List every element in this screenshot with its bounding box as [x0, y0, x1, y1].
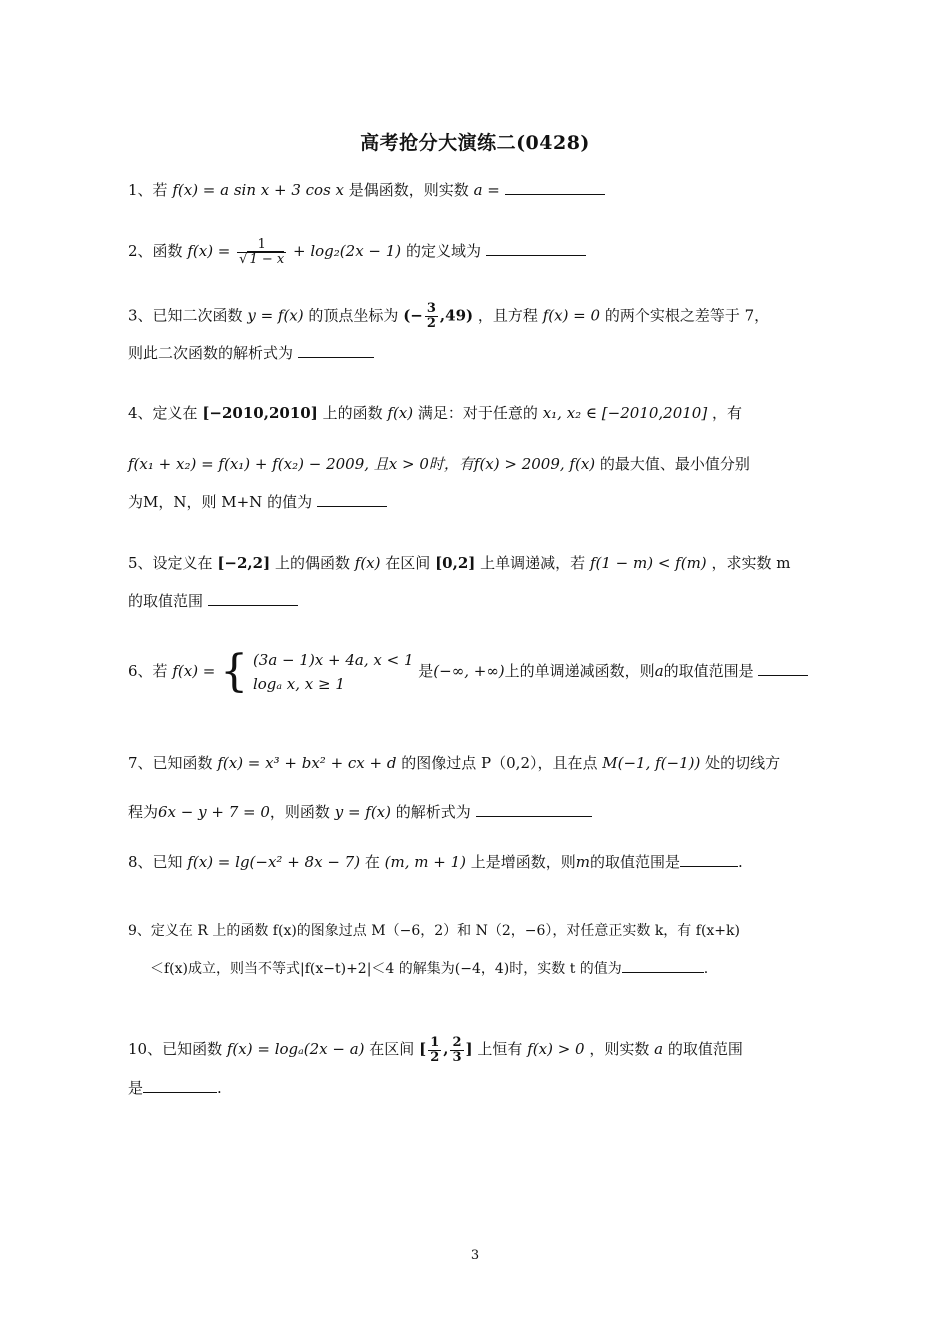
problem-4-variables: x₁, x₂ ∈ [−2010,2010]	[542, 404, 708, 422]
fraction-numerator: 2	[452, 1034, 462, 1050]
problem-7-text: 的解析式为	[395, 803, 471, 821]
problem-9	[128, 920, 828, 942]
fraction-denominator: 2	[426, 316, 436, 331]
problem-7-expression: f(x) = x³ + bx² + cx + d	[217, 754, 397, 772]
page-title: 高考抢分大演练二(0428)	[360, 132, 590, 154]
problem-7-text: 程为	[128, 803, 159, 821]
problem-5-number: 5、设定义在	[128, 554, 213, 572]
answer-blank[interactable]	[758, 661, 808, 676]
answer-blank[interactable]	[505, 180, 605, 195]
problem-1-number: 1、若	[128, 181, 168, 199]
problem-5-interval: [−2,2]	[217, 554, 271, 572]
problem-3-text: 的顶点坐标为	[308, 306, 399, 325]
problem-8-expression: f(x) = lg(−x² + 8x − 7)	[187, 853, 361, 871]
period: .	[217, 1079, 222, 1097]
answer-blank[interactable]	[298, 343, 374, 358]
problem-9-text: 9、定义在 R 上的函数 f(x)的图象过点 M（−6，2）和 N（2，−6），对任意正实数 k，有 f(x+k)	[128, 923, 740, 939]
problem-6-text: 上的单调递减函数，则	[504, 662, 655, 680]
problem-2-log-term: + log₂(2x − 1)	[293, 242, 402, 260]
problem-10-expression: f(x) = logₐ(2x − a)	[226, 1040, 365, 1058]
problem-9-text: ＜f(x)成立，则当不等式|f(x−t)+2|＜4 的解集为(−4，4)时，实数 t 的值为	[150, 961, 622, 977]
problem-4-text: 为M，N，则 M+N 的值为	[128, 493, 313, 511]
problem-5-text: 上的偶函数	[274, 554, 350, 572]
problem-3-text: 则此二次函数的解析式为	[128, 344, 294, 362]
problem-3-function: y = f(x)	[247, 306, 304, 325]
problem-10-text: 是	[128, 1079, 144, 1097]
answer-blank[interactable]	[476, 802, 592, 817]
piecewise-case-2: logₐ x, x ≥ 1	[252, 675, 345, 693]
problem-5-text: 的取值范围	[128, 592, 204, 610]
comma: ,	[443, 1040, 449, 1058]
problem-3-text: 的两个实根之差等于 7，	[604, 306, 770, 325]
fraction-numerator: 1	[237, 238, 286, 253]
problem-4-line-3	[128, 491, 828, 513]
problem-4-condition: f(x₁ + x₂) = f(x₁) + f(x₂) − 2009, 且x > 0时，有f(x) > 2009, f(x)	[128, 455, 596, 473]
problem-2-number: 2、函数	[128, 242, 183, 260]
problem-4-interval: [−2010,2010]	[202, 404, 318, 422]
fraction	[428, 1036, 441, 1065]
problem-10-text: 的取值范围	[667, 1040, 743, 1058]
answer-blank[interactable]	[208, 591, 298, 606]
problem-4-text: 上的函数	[322, 404, 383, 422]
problem-5	[128, 552, 828, 574]
problem-4-number: 4、定义在	[128, 404, 198, 422]
problem-8-text: 的取值范围是	[590, 853, 681, 871]
answer-blank[interactable]	[317, 492, 387, 507]
problem-7-text: 处的切线方	[705, 754, 781, 772]
problem-8-variable: m	[575, 853, 591, 871]
problem-9-line-2	[150, 958, 830, 980]
problem-7-point: M(−1, f(−1))	[602, 754, 701, 772]
problem-6	[128, 646, 828, 702]
left-brace: {	[220, 646, 249, 697]
problem-2	[128, 236, 828, 267]
vertex-close: ,49)	[439, 306, 474, 325]
problem-6-text: 是	[418, 662, 434, 680]
problem-5-interval: [0,2]	[435, 554, 476, 572]
problem-8-interval: (m, m + 1)	[384, 853, 466, 871]
problem-5-function: f(x)	[354, 554, 381, 572]
problem-10-line-2	[128, 1077, 828, 1099]
problem-6-variable: a	[654, 662, 664, 680]
answer-blank[interactable]	[622, 958, 704, 973]
page-number: 3	[470, 1248, 480, 1263]
problem-10	[128, 1034, 828, 1065]
problem-8-text: 上是增函数，则	[470, 853, 576, 871]
problem-1	[128, 179, 828, 201]
fraction-denominator: 3	[452, 1049, 462, 1065]
problem-7-function: y = f(x)	[334, 803, 391, 821]
problem-6-text: 的取值范围是	[663, 662, 754, 680]
problem-5-line-2	[128, 590, 828, 612]
problem-1-expression: f(x) = a sin x + 3 cos x	[172, 181, 345, 199]
answer-blank[interactable]	[143, 1078, 217, 1093]
problem-7-tangent-line: 6x − y + 7 = 0	[158, 803, 270, 821]
problem-3-number: 3、已知二次函数	[128, 306, 243, 325]
problem-8-text: 在	[364, 853, 380, 871]
answer-blank[interactable]	[486, 241, 586, 256]
sqrt-radicand: 1 − x	[249, 251, 285, 267]
problem-3-line-2	[128, 342, 828, 364]
problem-3-text: ，且方程	[477, 306, 538, 325]
problem-4-text: 的最大值、最小值分别	[599, 455, 750, 473]
problem-8	[128, 851, 828, 873]
problem-10-number: 10、已知函数	[128, 1040, 223, 1058]
fraction-denominator: √ 1 − x	[239, 251, 285, 267]
problem-1-variable: a =	[473, 181, 500, 199]
problem-7	[128, 752, 828, 774]
problem-4-text: 满足：对于任意的	[417, 404, 538, 422]
problem-4-line-2	[128, 453, 828, 475]
piecewise-case-1: (3a − 1)x + 4a, x < 1	[252, 651, 414, 669]
piecewise-cases	[253, 648, 414, 696]
problem-1-text: 是偶函数，则实数	[348, 181, 469, 199]
problem-6-lhs: f(x) =	[172, 662, 216, 680]
fraction-numerator: 1	[430, 1034, 440, 1050]
period: .	[703, 961, 709, 977]
problem-10-variable: a	[654, 1040, 664, 1058]
fraction	[450, 1036, 463, 1065]
problem-7-number: 7、已知函数	[128, 754, 213, 772]
problem-5-text: 在区间	[385, 554, 431, 572]
problem-5-text: 上单调递减，若	[480, 554, 586, 572]
problem-6-number: 6、若	[128, 662, 168, 680]
problem-4-text: ，有	[711, 404, 742, 422]
problem-5-inequality: f(1 − m) < f(m)	[589, 554, 707, 572]
problem-7-text: ，则函数	[269, 803, 330, 821]
answer-blank[interactable]	[680, 852, 738, 867]
problem-3	[128, 302, 828, 331]
fraction	[425, 302, 438, 331]
bracket-close: ]	[465, 1040, 473, 1058]
period: .	[738, 853, 743, 871]
problem-6-interval: (−∞, +∞)	[433, 662, 505, 680]
fraction-denominator: 2	[430, 1049, 440, 1065]
problem-7-text: 的图像过点 P（0,2），且在点	[401, 754, 598, 772]
problem-3-equation: f(x) = 0	[542, 306, 601, 325]
fraction-numerator: 3	[426, 301, 436, 316]
problem-10-inequality: f(x) > 0	[527, 1040, 585, 1058]
problem-4	[128, 402, 828, 424]
problem-5-text: ，求实数 m	[711, 554, 791, 572]
problem-4-function: f(x)	[387, 404, 414, 422]
problem-7-line-2	[128, 801, 828, 823]
fraction	[237, 238, 286, 267]
problem-10-text: 在区间	[369, 1040, 415, 1058]
bracket-open: [	[419, 1040, 427, 1058]
problem-8-number: 8、已知	[128, 853, 183, 871]
problem-10-text: 上恒有	[477, 1040, 523, 1058]
problem-10-text: ，则实数	[589, 1040, 650, 1058]
problem-2-text: 的定义域为	[405, 242, 481, 260]
problem-2-lhs: f(x) =	[187, 242, 231, 260]
vertex-open: (−	[403, 306, 423, 325]
